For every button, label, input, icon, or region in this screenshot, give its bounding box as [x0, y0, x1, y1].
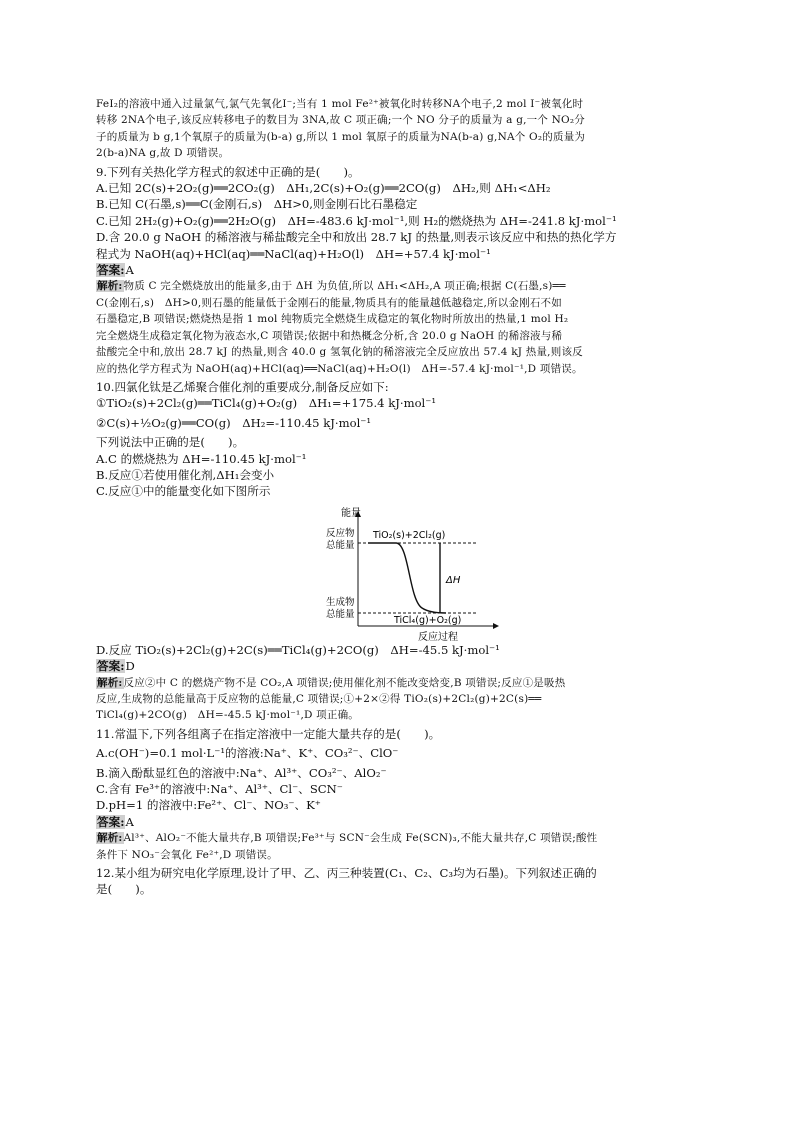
q11-option-a: A.c(OH⁻)=0.1 mol·L⁻¹的溶液:Na⁺、K⁺、CO₃²⁻、ClO⁻	[96, 746, 399, 761]
analysis-tag: 解析:	[97, 832, 123, 845]
answer-tag: 答案:	[97, 659, 125, 674]
q10-answer	[96, 658, 698, 674]
q9-analysis-line: 石墨稳定,B 项错误;燃烧热是指 1 mol 纯物质完全燃烧生成稳定的氧化物时所放出的热量,1 mol H₂	[96, 313, 569, 326]
q9-option-b: B.已知 C(石墨,s)══C(金刚石,s) ΔH>0,则金刚石比石墨稳定	[96, 197, 418, 212]
q9-analysis-line: 解析:物质 C 完全燃烧放出的能量多,由于 ΔH 为负值,所以 ΔH₁<ΔH₂,A 项正确;根据 C(石墨,s)══	[97, 280, 566, 293]
q9-answer	[96, 262, 698, 278]
q10-option-d: D.反应 TiO₂(s)+2Cl₂(g)+2C(s)══TiCl₄(g)+2CO(g) ΔH=-45.5 kJ·mol⁻¹	[96, 642, 500, 657]
answer-tag: 答案:	[97, 814, 125, 829]
y-axis-label: 能量	[341, 507, 361, 519]
q11-answer	[96, 814, 698, 830]
product-label: 总能量	[326, 608, 355, 620]
x-axis-label: 反应过程	[418, 631, 458, 643]
intro-line: 子的质量为 b g,1个氧原子的质量为(b-a) g,所以 1 mol 氧原子的质量为NA(b-a) g,NA个 O₂的质量为	[96, 130, 586, 143]
question-10-stem: 10.四氯化钛是乙烯聚合催化剂的重要成分,制备反应如下:	[96, 379, 389, 394]
product-label: 生成物	[326, 596, 355, 608]
q9-analysis-line: C(金刚石,s) ΔH>0,则石墨的能量低于金刚石的能量,物质具有的能量越低越稳定,所以金刚石不如	[96, 296, 562, 309]
energy-diagram-svg	[96, 502, 698, 643]
q9-analysis-line: 盐酸完全中和,放出 28.7 kJ 的热量,则含 40.0 g 氢氧化钠的稀溶液完全反应放出 57.4 kJ 热量,则该反	[96, 346, 583, 359]
q10-answer-value: D	[125, 659, 135, 674]
q10-analysis-line: 解析:反应②中 C 的燃烧产物不是 CO₂,A 项错误;使用催化剂不能改变焓变,B 项错误;反应①是吸热	[97, 676, 566, 689]
intro-line: FeI₂的溶液中通入过量氯气,氯气先氧化I⁻;当有 1 mol Fe²⁺被氧化时转移NA个电子,2 mol I⁻被氧化时	[96, 98, 584, 110]
q10-ask: 下列说法中正确的是( )。	[96, 435, 245, 450]
question-9-stem: 9.下列有关热化学方程式的叙述中正确的是( )。	[96, 164, 360, 179]
q10-option-c: C.反应①中的能量变化如下图所示	[96, 484, 271, 499]
q10-equation-2: ②C(s)+½O₂(g)══CO(g) ΔH₂=-110.45 kJ·mol⁻¹	[96, 415, 372, 430]
delta-h-label: ΔH	[446, 574, 461, 586]
document-page	[96, 96, 698, 898]
intro-line: 2(b-a)NA g,故 D 项错误。	[96, 147, 230, 160]
question-11-stem: 11.常温下,下列各组离子在指定溶液中一定能大量共存的是( )。	[96, 726, 441, 741]
energy-diagram	[96, 502, 698, 643]
q9-analysis-line: 应的热化学方程式为 NaOH(aq)+HCl(aq)══NaCl(aq)+H₂O(l) ΔH=-57.4 kJ·mol⁻¹,D 项错误。	[96, 362, 583, 375]
q9-option-d: D.含 20.0 g NaOH 的稀溶液与稀盐酸完全中和放出 28.7 kJ 的热量,则表示该反应中和热的热化学方	[96, 230, 617, 245]
q10-analysis-line: 反应,生成物的总能量高于反应物的总能量,C 项错误;①+2×②得 TiO₂(s)+2Cl₂(g)+2C(s)══	[96, 692, 542, 705]
q10-option-b: B.反应①若使用催化剂,ΔH₁会变小	[96, 467, 275, 482]
answer-tag: 答案:	[97, 263, 125, 278]
q10-equation-1: ①TiO₂(s)+2Cl₂(g)══TiCl₄(g)+O₂(g) ΔH₁=+175.4 kJ·mol⁻¹	[96, 396, 437, 411]
analysis-tag: 解析:	[97, 676, 123, 689]
reactant-label: 反应物	[326, 527, 355, 539]
q9-analysis-line: 完全燃烧生成稳定氧化物为液态水,C 项错误;依据中和热概念分析,含 20.0 g NaOH 的稀溶液与稀	[96, 329, 563, 342]
reactant-label: 总能量	[326, 539, 355, 551]
q9-answer-value: A	[125, 263, 134, 278]
top-species-label: TiO₂(s)+2Cl₂(g)	[373, 529, 446, 541]
bottom-species-label: TiCl₄(g)+O₂(g)	[394, 614, 462, 626]
q11-option-c: C.含有 Fe³⁺的溶液中:Na⁺、Al³⁺、Cl⁻、SCN⁻	[96, 782, 343, 796]
q9-option-a: A.已知 2C(s)+2O₂(g)══2CO₂(g) ΔH₁,2C(s)+O₂(g)══2CO(g) ΔH₂,则 ΔH₁<ΔH₂	[96, 181, 551, 196]
q9-option-c: C.已知 2H₂(g)+O₂(g)══2H₂O(g) ΔH=-483.6 kJ·mol⁻¹,则 H₂的燃烧热为 ΔH=-241.8 kJ·mol⁻¹	[96, 213, 617, 228]
q11-answer-value: A	[125, 814, 134, 829]
analysis-tag: 解析:	[97, 280, 123, 293]
q10-option-a: A.C 的燃烧热为 ΔH=-110.45 kJ·mol⁻¹	[96, 451, 307, 466]
q9-option-d-cont: 程式为 NaOH(aq)+HCl(aq)══NaCl(aq)+H₂O(l) ΔH=+57.4 kJ·mol⁻¹	[96, 246, 491, 261]
energy-curve	[368, 543, 446, 613]
q11-option-d: D.pH=1 的溶液中:Fe²⁺、Cl⁻、NO₃⁻、K⁺	[96, 798, 321, 813]
question-12-stem: 12.某小组为研究电化学原理,设计了甲、乙、丙三种装置(C₁、C₂、C₃均为石墨)。下列叙述正确的	[96, 866, 597, 881]
q11-option-b: B.滴入酚酞显红色的溶液中:Na⁺、Al³⁺、CO₃²⁻、AlO₂⁻	[96, 765, 387, 780]
q11-analysis-line: 解析:Al³⁺、AlO₂⁻不能大量共存,B 项错误;Fe³⁺与 SCN⁻会生成 Fe(SCN)₃,不能大量共存,C 项错误;酸性	[97, 832, 598, 845]
q10-analysis-line: TiCl₄(g)+2CO(g) ΔH=-45.5 kJ·mol⁻¹,D 项正确。	[96, 709, 360, 722]
intro-line: 转移 2NA个电子,该反应转移电子的数目为 3NA,故 C 项正确;一个 NO 分子的质量为 a g,一个 NO₂分	[96, 114, 585, 127]
q11-analysis-line: 条件下 NO₃⁻会氧化 Fe²⁺,D 项错误。	[96, 848, 278, 861]
question-12-stem-cont: 是( )。	[96, 882, 152, 897]
